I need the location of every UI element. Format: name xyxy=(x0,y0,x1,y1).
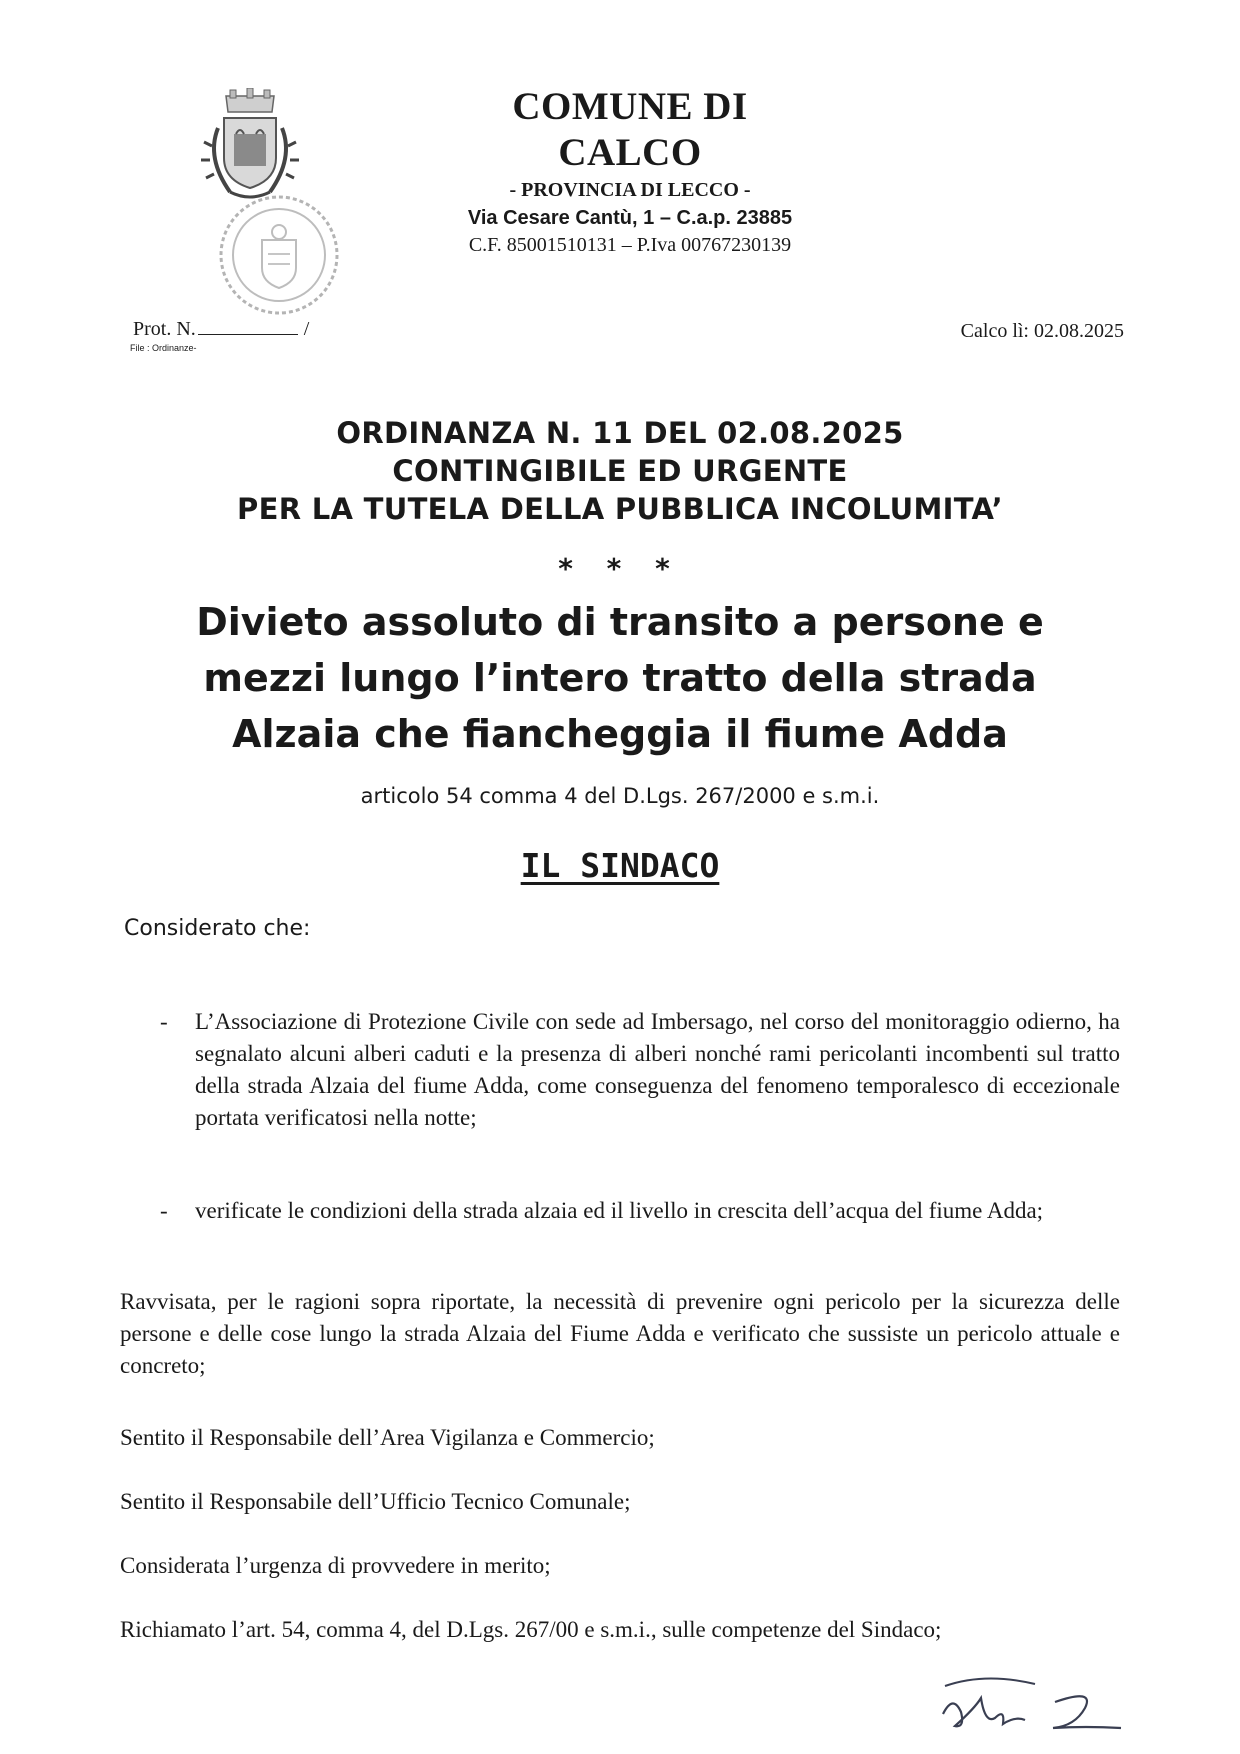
title-line-3: Alzaia che fiancheggia il fiume Adda xyxy=(232,712,1008,756)
paragraph-ravvisata: Ravvisata, per le ragioni sopra riportate, la necessità di prevenire ogni pericolo per la sicurezza delle persone e delle cose lungo la strada Alzaia del Fiume Adda e verificato che sussiste un pericolo attuale e concreto; xyxy=(120,1289,1120,1378)
considerato-label: Considerato che: xyxy=(124,916,311,941)
paragraph-sentito-vigilanza: Sentito il Responsabile dell’Area Vigilanza e Commercio; xyxy=(120,1425,655,1450)
official-stamp-seal xyxy=(214,190,344,320)
municipality-header xyxy=(440,84,820,258)
legal-reference: articolo 54 comma 4 del D.Lgs. 267/2000 e s.m.i. xyxy=(360,784,880,808)
ordinance-title xyxy=(150,594,1090,762)
municipality-name: COMUNE DI CALCO xyxy=(512,85,748,174)
list-dash: - xyxy=(160,1198,168,1223)
protocol-number xyxy=(133,318,309,341)
address-line: Via Cesare Cantù, 1 – C.a.p. 23885 xyxy=(467,207,793,229)
list-dash: - xyxy=(160,1009,168,1034)
fiscal-code-line: C.F. 85001510131 – P.Iva 00767230139 xyxy=(468,234,792,256)
ordinance-purpose: PER LA TUTELA DELLA PUBBLICA INCOLUMITA’ xyxy=(237,492,1003,526)
ordinance-number: ORDINANZA N. 11 DEL 02.08.2025 xyxy=(336,416,904,450)
protocol-slash: / xyxy=(303,318,310,340)
list-item-text: L’Associazione di Protezione Civile con sede ad Imbersago, nel corso del monitoraggio odierno, ha segnalato alcuni alberi caduti e la presenza di alberi nonché rami pericolanti incombenti sul tratto della strada Alzaia del fiume Adda, come conseguenza del fenomeno temporalesco di eccezionale portata verificatosi nella notte; xyxy=(195,1009,1120,1130)
handwritten-initials-signature xyxy=(925,1668,1125,1738)
ordinance-type: CONTINGIBILE ED URGENTE xyxy=(392,454,848,488)
province-line: - PROVINCIA DI LECCO - xyxy=(509,179,751,201)
title-line-1: Divieto assoluto di transito a persone e xyxy=(196,600,1044,644)
paragraph-sentito-tecnico: Sentito il Responsabile dell’Ufficio Tecnico Comunale; xyxy=(120,1489,631,1514)
list-item xyxy=(160,1006,1120,1134)
title-line-2: mezzi lungo l’intero tratto della strada xyxy=(203,656,1037,700)
list-item-text: verificate le condizioni della strada alzaia ed il livello in crescita dell’acqua del fiume Adda; xyxy=(195,1198,1044,1223)
separator-stars: * * * xyxy=(558,552,682,585)
list-item xyxy=(160,1195,1120,1227)
protocol-label: Prot. N. xyxy=(133,318,196,340)
paragraph-urgenza: Considerata l’urgenza di provvedere in merito; xyxy=(120,1553,551,1578)
protocol-blank-line xyxy=(198,320,298,335)
mayor-heading: IL SINDACO xyxy=(520,846,720,885)
paragraph-richiamato: Richiamato l’art. 54, comma 4, del D.Lgs. 267/00 e s.m.i., sulle competenze del Sindaco; xyxy=(120,1617,942,1642)
document-date: Calco lì: 02.08.2025 xyxy=(960,320,1124,342)
file-reference: File : Ordinanze- xyxy=(130,343,197,353)
ordinance-heading xyxy=(0,414,1240,528)
